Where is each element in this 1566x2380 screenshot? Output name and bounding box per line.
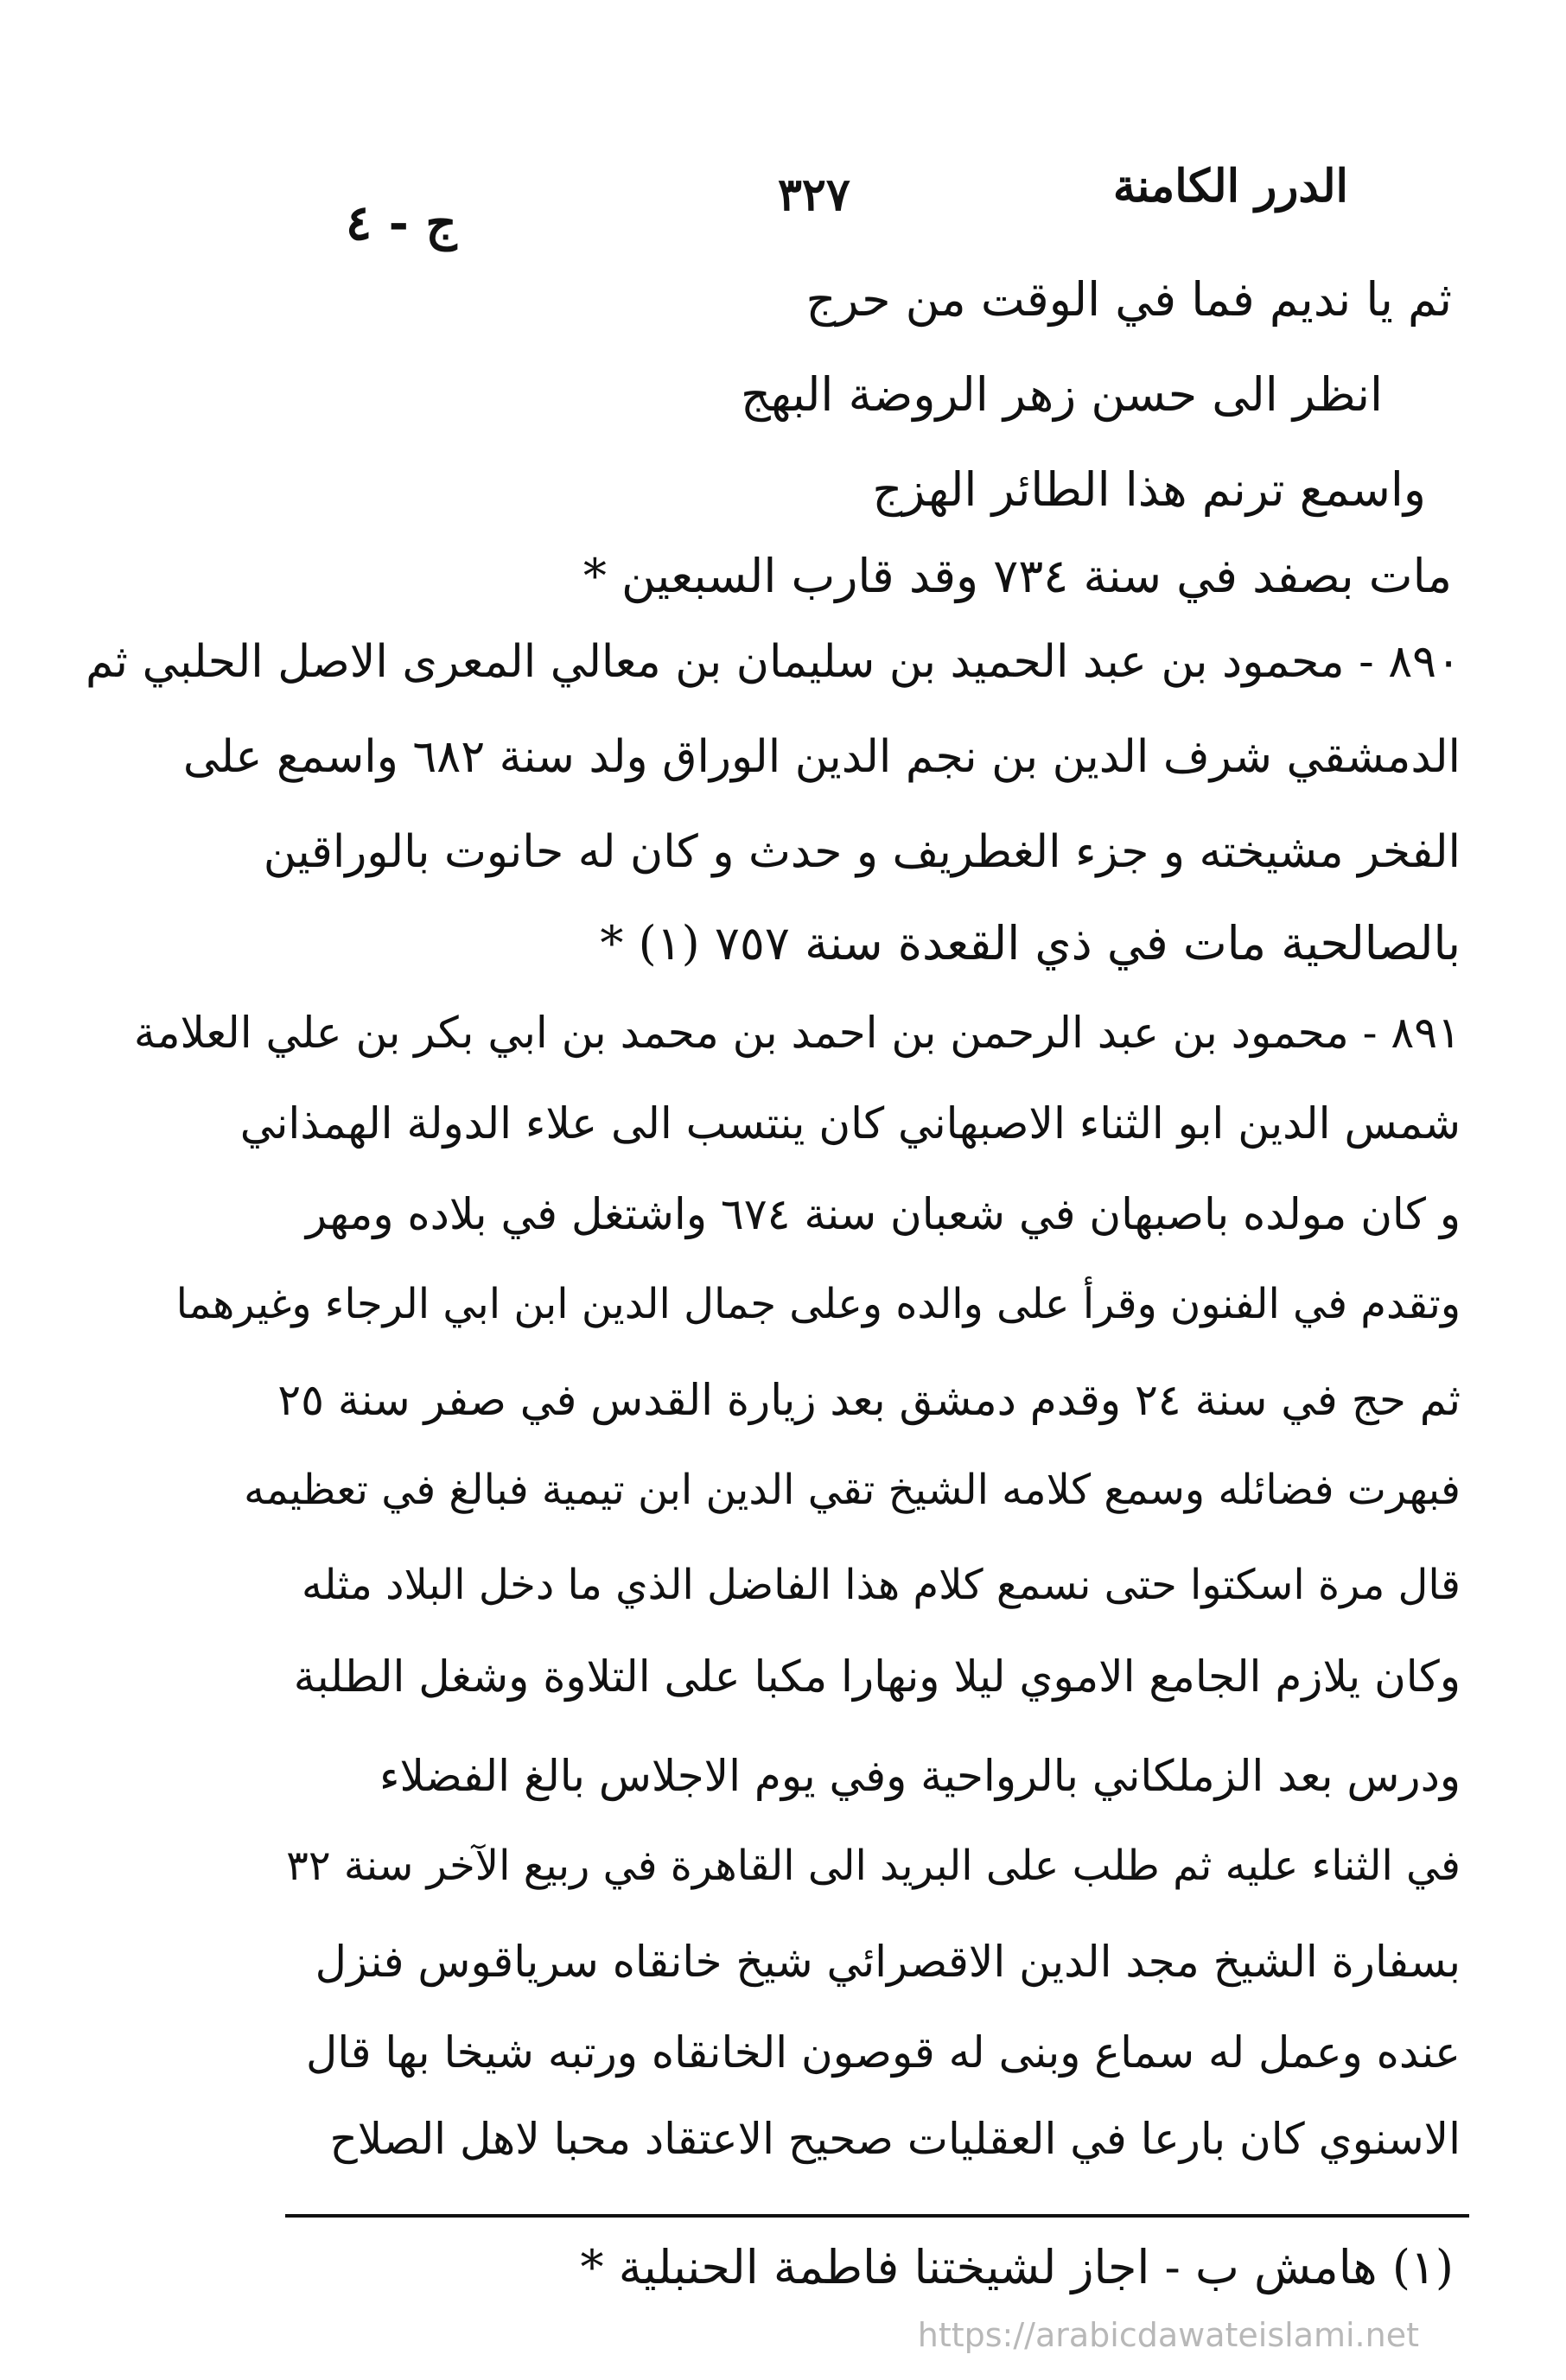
text-line: وتقدم في الفنون وقرأ على والده وعلى جمال الدين ابن ابي الرجاء وغيرهما	[175, 1280, 1461, 1328]
text-line: واسمع ترنم هذا الطائر الهزج	[872, 462, 1426, 517]
text-line: ٨٩١ - محمود بن عبد الرحمن بن احمد بن محمد بن ابي بكر بن علي العلامة	[133, 1008, 1461, 1058]
footnote: (١) هامش ب - اجاز لشيختنا فاطمة الحنبلية *	[580, 2240, 1454, 2294]
page-header	[328, 160, 1348, 255]
text-line: ثم حج في سنة ٢٤ وقدم دمشق بعد زيارة القدس في صفر سنة ٢٥	[277, 1375, 1461, 1425]
text-line: قال مرة اسكتوا حتى نسمع كلام هذا الفاضل الذي ما دخل البلاد مثله	[302, 1561, 1461, 1609]
text-line: انظر الى حسن زهر الروضة البهج	[740, 367, 1383, 422]
text-line: الاسنوي كان بارعا في العقليات صحيح الاعتقاد محبا لاهل الصلاح	[329, 2114, 1461, 2164]
text-line: بالصالحية مات في ذي القعدة سنة ٧٥٧ (١) *	[600, 916, 1461, 970]
text-line: الفخر مشيخته و جزء الغطريف و حدث و كان له حانوت بالوراقين	[263, 826, 1461, 878]
text-line: مات بصفد في سنة ٧٣٤ وقد قارب السبعين *	[582, 549, 1452, 603]
text-line: شمس الدين ابو الثناء الاصبهاني كان ينتسب الى علاء الدولة الهمذاني	[239, 1098, 1461, 1149]
text-line: ثم يا نديم فما في الوقت من حرج	[805, 272, 1452, 327]
text-line: في الثناء عليه ثم طلب على البريد الى القاهرة في ربيع الآخر سنة ٣٢	[286, 1842, 1461, 1890]
text-line: و كان مولده باصبهان في شعبان سنة ٦٧٤ واشتغل في بلاده ومهر	[305, 1189, 1461, 1239]
text-line: فبهرت فضائله وسمع كلامه الشيخ تقي الدين ابن تيمية فبالغ في تعظيمه	[244, 1466, 1461, 1514]
book-title: الدرر الكامنة	[1112, 160, 1348, 213]
body-text	[85, 259, 1461, 2164]
text-line: عنده وعمل له سماع وبنى له قوصون الخانقاه ورتبه شيخا بها قال	[306, 2027, 1461, 2078]
text-line: الدمشقي شرف الدين بن نجم الدين الوراق ولد سنة ٦٨٢ واسمع على	[182, 731, 1461, 783]
footnote-divider	[285, 2214, 1469, 2218]
text-line: ٨٩٠ - محمود بن عبد الحميد بن سليمان بن معالي المعرى الاصل الحلبي ثم	[85, 636, 1461, 688]
page-number: ٣٢٧	[778, 169, 850, 221]
volume-label: ج - ٤	[346, 194, 457, 251]
text-line: وكان يلازم الجامع الاموي ليلا ونهارا مكبا على التلاوة وشغل الطلبة	[293, 1651, 1461, 1702]
text-line: بسفارة الشيخ مجد الدين الاقصرائي شيخ خانقاه سرياقوس فنزل	[315, 1937, 1461, 1987]
watermark-url: https://arabicdawateislami.net	[917, 2316, 1419, 2354]
text-line: ودرس بعد الزملكاني بالرواحية وفي يوم الاجلاس بالغ الفضلاء	[379, 1751, 1461, 1801]
